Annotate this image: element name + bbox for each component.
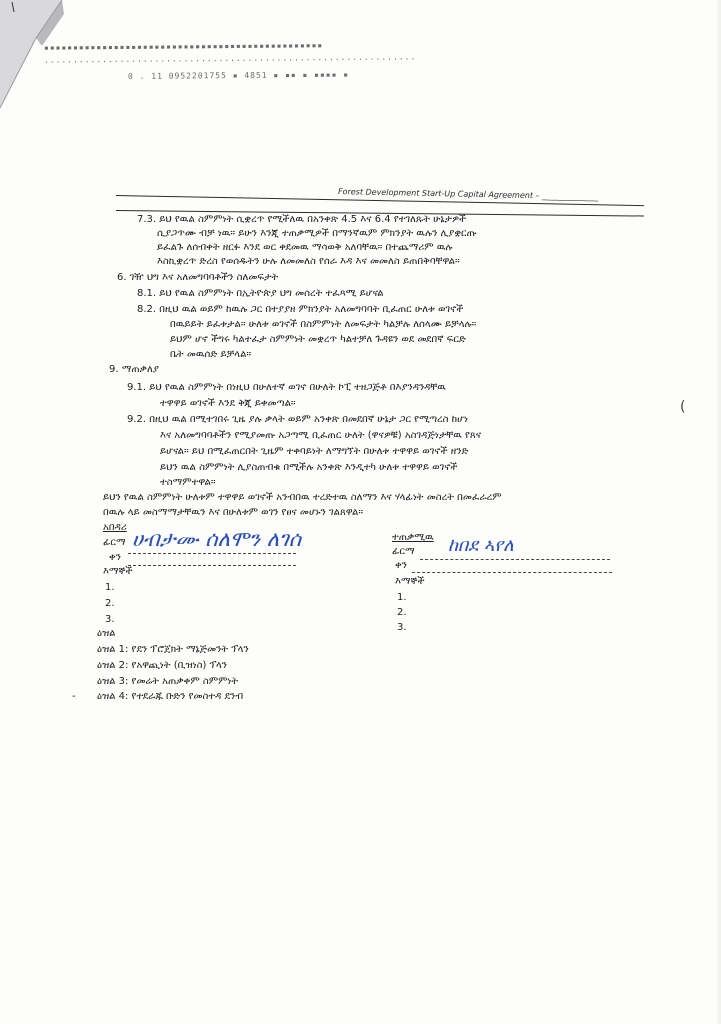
beneficiary-signature: ከበደ ኣየለ [448,535,514,556]
s92-line-1: 9.2. በዚህ ዉል በሚተገበሩ ጊዜ ያሉ ቃላት ወይም አንቀጽ በመደበኛ ሁኔታ ጋር የሚጣረስ ከሆነ [127,414,468,425]
lender-date-line [128,565,296,566]
lender-witness-2: 2. [105,598,115,609]
beneficiary-witness-1: 1. [397,592,407,603]
beneficiary-date-label: ቀን [395,560,407,571]
s62-line-3: ይህም ሆኖ ችግሩ ካልተፈታ ስምምነት መቋረጥ ካልተቻለ ጉዳዩን ወደ መደበኛ ፍርድ [170,334,466,345]
s9-heading: 9. ማጠቃለያ [109,364,159,375]
annex-item-1: ዕዝል 1: የደን ፕሮጀክት ማኔጅመንት ፕላን [97,644,249,655]
s62-line-1: 8.2. በዚህ ዉል ወይም ከዉሉ ጋር በተያያዘ ምክንያት አለመግባባት ቢፈጠር ሁለቱ ወገኖች [137,304,464,315]
scan-edge [715,0,721,1024]
lender-sign-line [128,553,296,554]
s73-line-1: 7.3. ይህ የዉል ስምምነት ሲቋረጥ የሚችለዉ በአንቀጽ 4.5 እና 6.4 የተገለጹት ሁኔታዎች [137,214,467,225]
beneficiary-role: ተጠቃሚዉ [392,532,434,543]
lender-witness-3: 3. [105,614,115,625]
annex-item-4: ዕዝል 4: የተደራጁ ቡድን የመስተዳ ደንብ [97,691,244,702]
s91-line-1: 9.1. ይህ የዉል ስምምነት በነዚህ በሁለተኛ ወገኖ በሁለት ኮፒ ተዘጋጅቶ በእያንዳንዳቸዉ [127,382,446,393]
s92-line-4: ይህን ዉል ስምምነት ሊያስጠብቁ በሚችሉ አንቀጽ እንዲተካ ሁለቱ ተዋዋይ ወገኖች [160,462,458,473]
beneficiary-witness-3: 3. [397,622,407,633]
fax-header-line-1: ▪▪▪▪▪▪▪▪▪▪▪▪▪▪▪▪▪▪▪▪▪▪▪▪▪▪▪▪▪▪▪▪▪▪▪▪▪▪▪▪▪▪▪▪▪▪▪▪ [43,40,324,53]
lender-signature: ሀብታሙ ሰለሞን ለገሰ [132,527,302,551]
fax-header-line-2: 0 . 11 0952201755 ▪ 4851 ▪ ▪▪ ▪ ▪▪▪▪ ▪ [127,70,350,81]
lender-role: አበዳሪ [103,522,127,533]
lender-date-label: ቀን [109,552,121,563]
s73-line-3: ይፈልጉ ለሰብቀት ዘርፉ እንደ ወር ቀደመዉ ማሳወቅ አለባቸዉ። በተጨማሪም ዉሉ [157,242,453,253]
s73-line-4: እስኪቋረጥ ድረስ የወሰዱትን ሁሉ ለመመለስ የሰራ እዳ እና መመለስ ይጠበቅባቸዋል። [157,256,460,267]
s91-line-2: ተዋዋይ ወገኖች እንደ ቅጂ ይቀመጣል። [160,398,296,409]
s92-line-5: ተስማምተዋል። [160,477,216,488]
closing-line-1: ይህን የዉል ስምምነት ሁለቱም ተዋዋይ ወገኖች አንብበዉ ተረድተዉ ስለማን እና ሃላፊነት መስረት በመፈራረም [103,492,502,503]
s61-text: 8.1. ይህ የዉል ስምምነት በኢትዮጵያ ህግ መሰረት ተፈጻሚ ይሆናል [137,288,384,299]
beneficiary-witness-2: 2. [397,607,407,618]
s62-line-4: ቤት መዉሰድ ይቻላል። [170,349,252,360]
margin-paren: ( [680,399,686,415]
lender-witness-1: 1. [105,582,115,593]
document-header-title: Forest Development Start-Up Capital Agreement – ______________ [337,187,599,202]
beneficiary-witnesses-label: እማኞች [395,576,425,587]
beneficiary-date-line [412,572,612,573]
fax-header-dots: ................................................................ [43,52,417,65]
margin-mark: - [72,691,76,702]
beneficiary-sign-label: ፊርማ [392,546,415,557]
annex-heading: ዕዝል [97,628,116,639]
beneficiary-sign-line [420,559,610,560]
closing-line-2: በዉሉ ላይ መስማማታቸዉን እና በሁለቱም ወገን የፀና መሆኑን ገልጸዋል። [103,507,364,518]
s92-line-2: እና አለመግባባቶችን የሚያመጡ አጋጣሚ ቢፈጠር ሁለት (ዋናዎቹ) አስገዳጅነታቸዉ የጸና [160,430,482,441]
lender-sign-label: ፊርማ [103,537,126,548]
annex-item-3: ዕዝል 3: የመሬት አጠቃቀም ስምምነት [97,676,239,687]
s73-line-2: ሲያጋጥሙ ብቻ ነዉ። ይሁን እንጂ ተጠቃሚዎች በማንኛዉም ምክንያት ዉሉን ሊያቋርጡ [157,228,477,239]
s92-line-3: ይሆናል። ይህ በሚፈጠርበት ጊዜም ተቀባይነት ለማግኘት በሁለቱ ተዋዋይ ወገኖች ዘንድ [160,446,469,457]
s62-line-2: በዉይይት ይፈቱታል። ሁለቱ ወገኖች በስምምነት ለመፍታት ካልቻሉ ለሰላሙ ይቻላሉ። [170,319,477,330]
annex-item-2: ዕዝል 2: የአዋጪነት (ቢዝነስ) ፕላን [97,660,227,671]
lender-witnesses-label: እማኞች [103,566,133,577]
s6-heading: 6. ገዥ ህግ እና አለመግባባቶችን ስለመፍታት [117,272,279,283]
